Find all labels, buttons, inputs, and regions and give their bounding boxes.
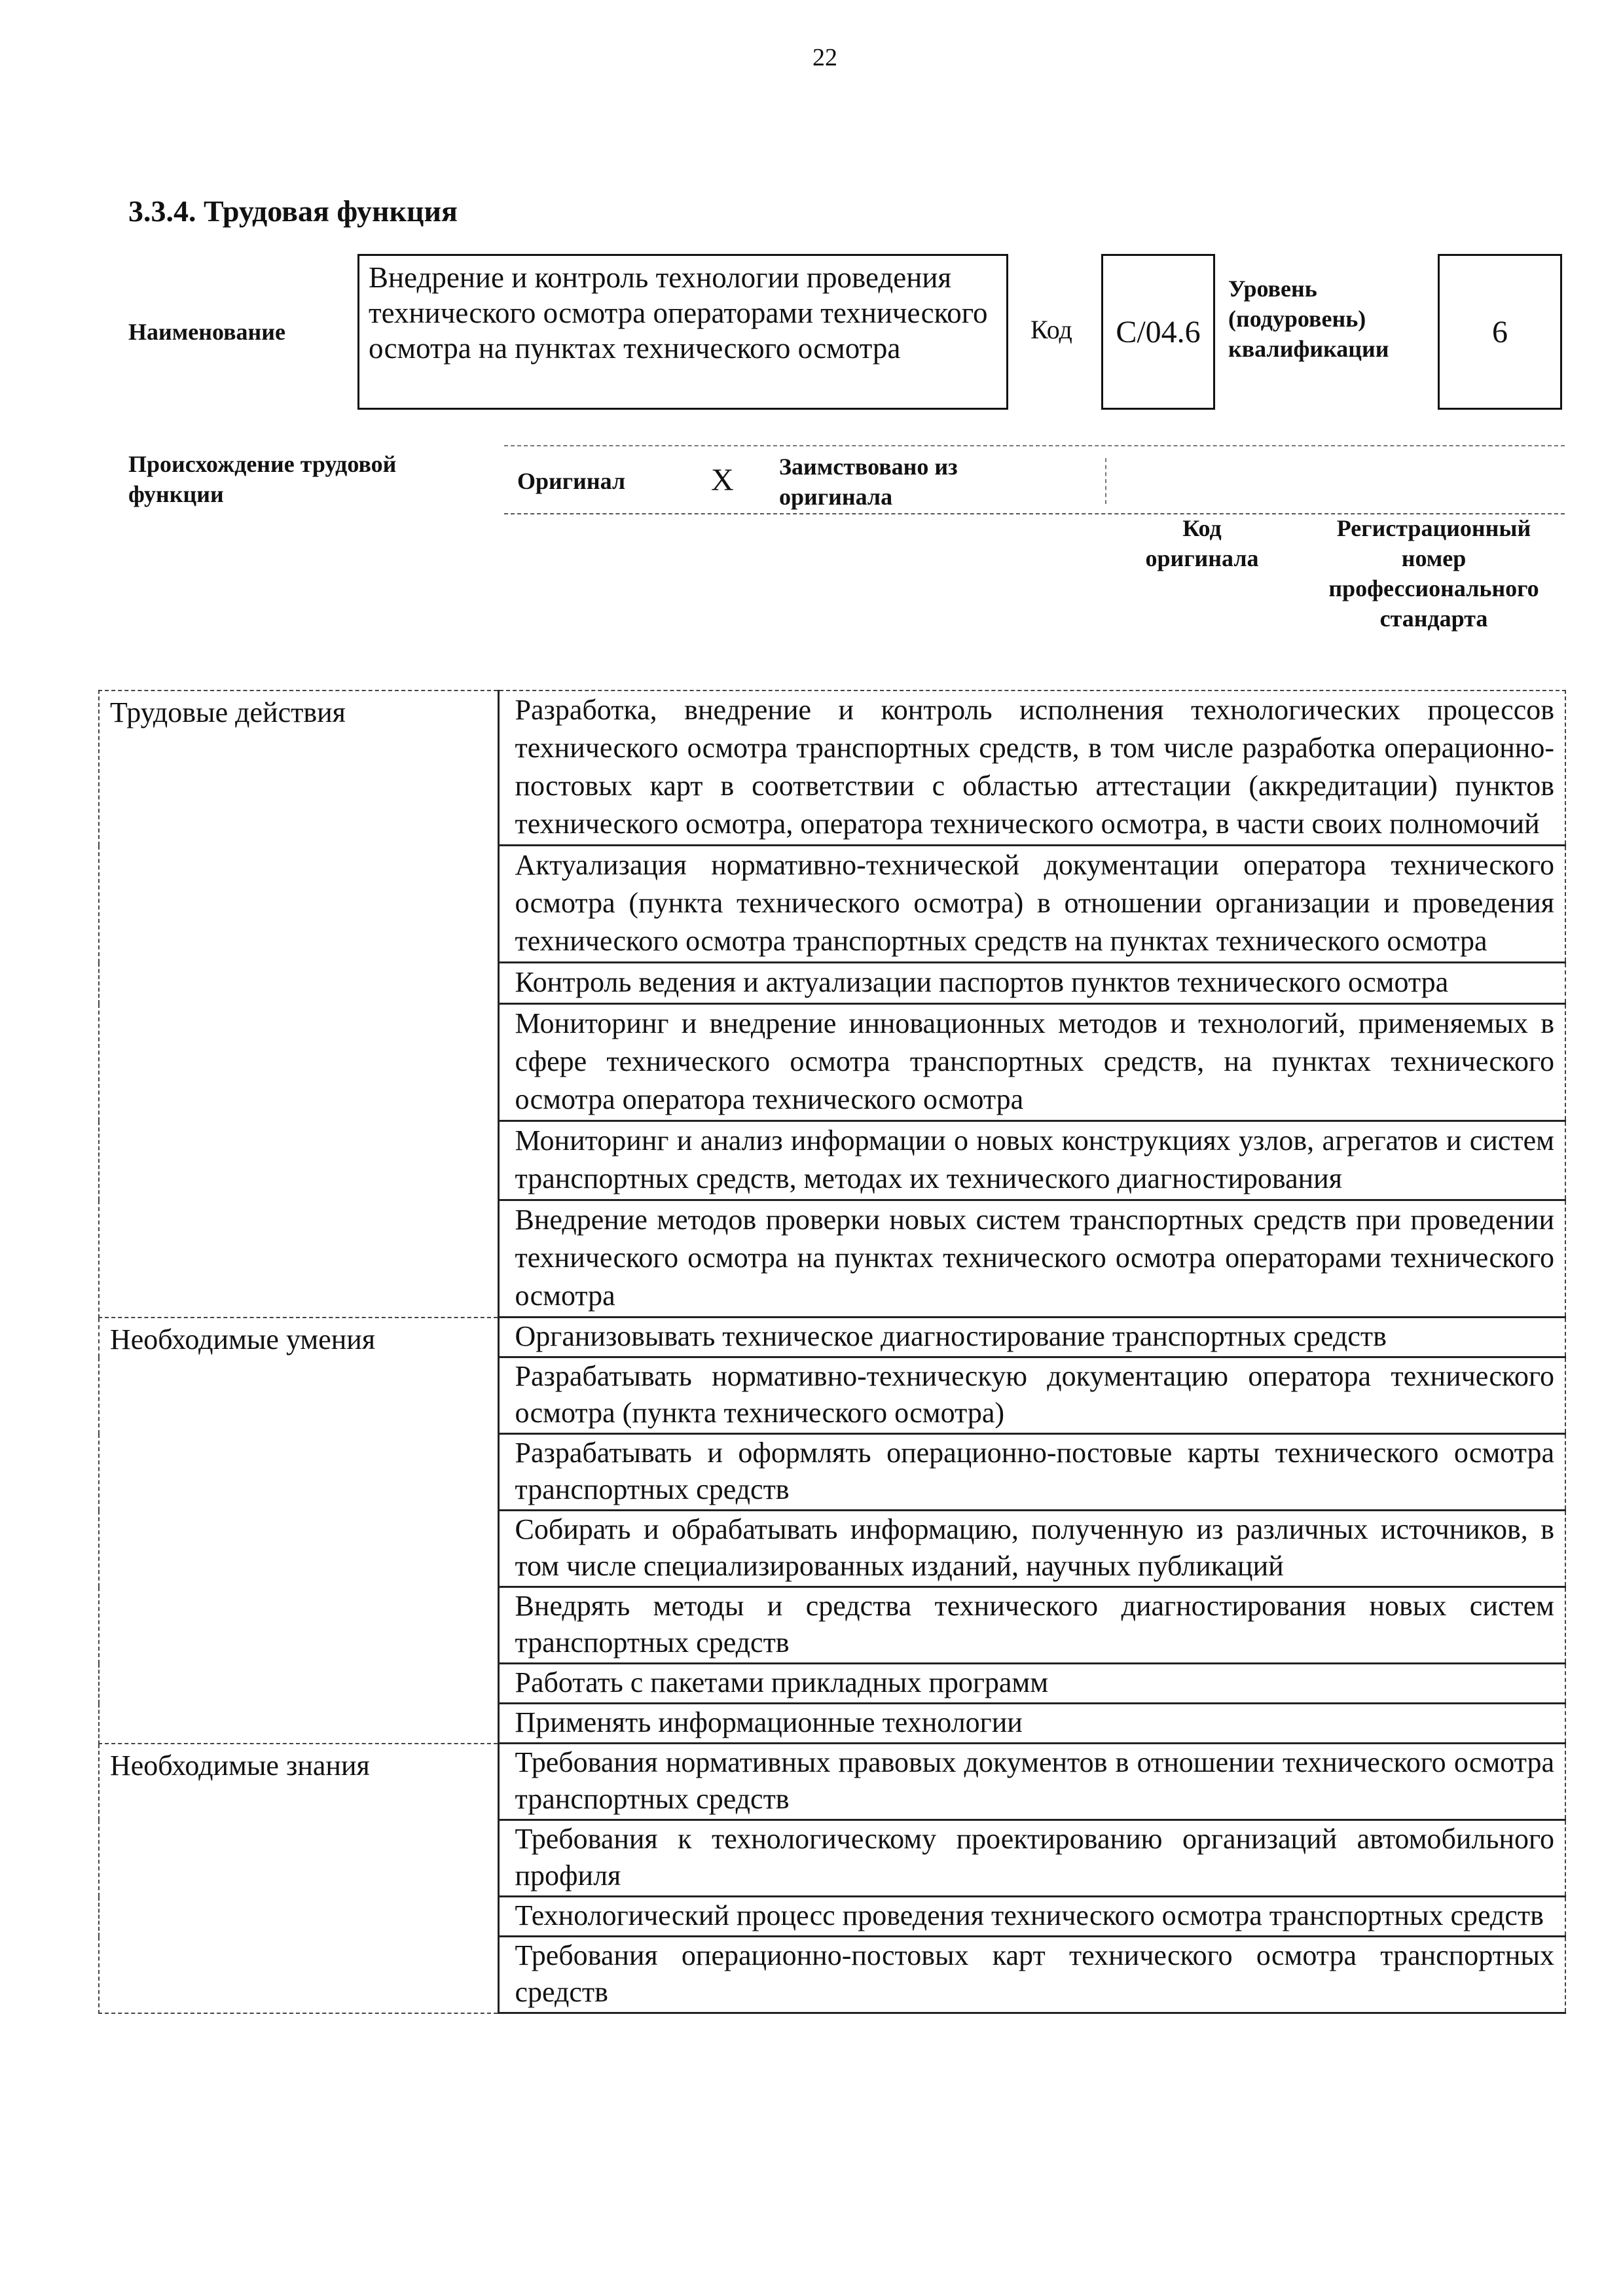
- table-row: Внедрять методы и средства технического диагностирования новых систем транспортных средств: [498, 1587, 1565, 1664]
- table-row: Организовывать техническое диагностирование транспортных средств: [498, 1318, 1565, 1357]
- code-label: Код: [1030, 315, 1072, 344]
- category-labor-actions: Трудовые действия: [99, 691, 498, 1318]
- section-title: 3.3.4. Трудовая функция: [128, 194, 458, 228]
- table-row: Актуализация нормативно-технической документации оператора технического осмотра (пункта технического осмотра) в отношении организации и проведения технического осмотра транспортных средств на пунктах технического осмотра: [498, 846, 1565, 963]
- page-number: 22: [812, 44, 837, 71]
- category-required-knowledge: Необходимые знания: [99, 1744, 498, 2013]
- table-row: Требования нормативных правовых документов в отношении технического осмотра транспортных средств: [498, 1744, 1565, 1820]
- table-row: Технологический процесс проведения технического осмотра транспортных средств: [498, 1897, 1565, 1937]
- table-row: Мониторинг и анализ информации о новых конструкциях узлов, агрегатов и систем транспортных средств, методах их технического диагностирования: [498, 1121, 1565, 1200]
- table-row: Внедрение методов проверки новых систем транспортных средств при проведении технического осмотра на пунктах технического осмотра операторами технического осмотра: [498, 1200, 1565, 1318]
- table-row: Работать с пакетами прикладных программ: [498, 1664, 1565, 1704]
- origin-label: Происхождение трудовой функции: [128, 451, 397, 507]
- name-value-box: Внедрение и контроль технологии проведения технического осмотра операторами технического осмотра на пунктах технического осмотра: [357, 254, 1008, 410]
- original-mark: X: [711, 463, 734, 497]
- original-code-label: Код оригинала: [1145, 515, 1259, 571]
- table-row: Мониторинг и внедрение инновационных методов и технологий, применяемых в сфере технического осмотра транспортных средств, на пунктах технического осмотра оператора технического осмотра: [498, 1004, 1565, 1121]
- original-code-cell: [1105, 458, 1106, 504]
- category-required-skills: Необходимые умения: [99, 1318, 498, 1744]
- table-row: Требования операционно-постовых карт технического осмотра транспортных средств: [498, 1937, 1565, 2013]
- code-value-box: C/04.6: [1101, 254, 1215, 410]
- table-row: Разработка, внедрение и контроль исполнения технологических процессов технического осмотра транспортных средств, в том числе разработка операционно-постовых карт в соответствии с областью аттестации (аккредитации) пунктов технического осмотра, оператора технического осмотра, в части своих полномочий: [498, 691, 1565, 846]
- original-label: Оригинал: [517, 468, 626, 494]
- table-row: Контроль ведения и актуализации паспортов пунктов технического осмотра: [498, 963, 1565, 1004]
- reg-number-label: Регистрационный номер профессионального стандарта: [1328, 515, 1539, 632]
- level-label: Уровень (подуровень) квалификации: [1228, 276, 1389, 362]
- table-row: Применять информационные технологии: [498, 1704, 1565, 1744]
- level-value-box: 6: [1438, 254, 1562, 410]
- origin-row-frame: [504, 445, 1565, 514]
- labor-function-table: [98, 690, 1566, 2014]
- table-row: Разрабатывать и оформлять операционно-постовые карты технического осмотра транспортных средств: [498, 1434, 1565, 1511]
- table-row: Собирать и обрабатывать информацию, полученную из различных источников, в том числе специализированных изданий, научных публикаций: [498, 1511, 1565, 1587]
- table-row: Разрабатывать нормативно-техническую документацию оператора технического осмотра (пункта технического осмотра): [498, 1357, 1565, 1434]
- name-label: Наименование: [128, 319, 285, 345]
- borrowed-label: Заимствовано из оригинала: [779, 454, 958, 510]
- table-row: Требования к технологическому проектированию организаций автомобильного профиля: [498, 1820, 1565, 1897]
